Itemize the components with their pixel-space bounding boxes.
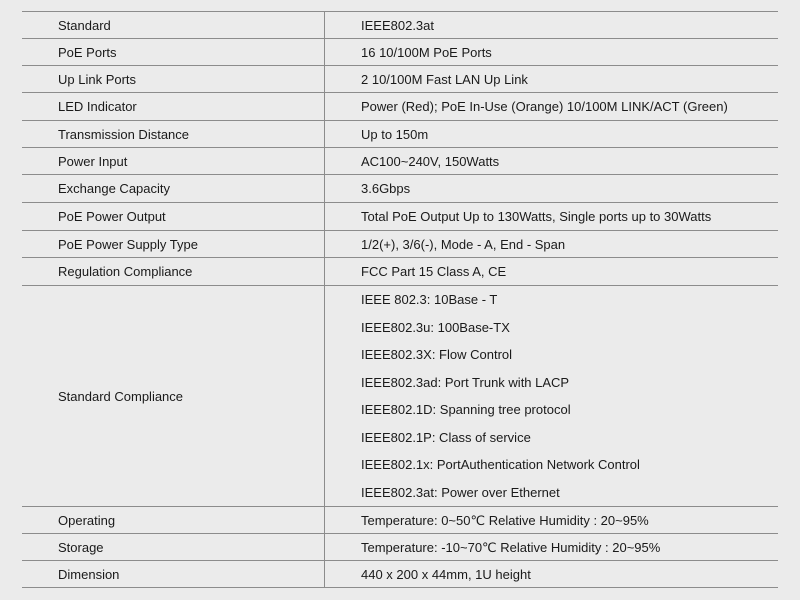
spec-label: Power Input <box>22 148 325 175</box>
spec-value: FCC Part 15 Class A, CE <box>325 258 779 286</box>
spec-row <box>22 93 778 121</box>
spec-label: PoE Power Output <box>22 203 325 231</box>
spec-value-line: IEEE802.3at: Power over Ethernet <box>361 484 560 500</box>
spec-row <box>22 39 778 66</box>
spec-table <box>22 11 778 588</box>
spec-row <box>22 258 778 286</box>
spec-value: Up to 150m <box>325 121 779 148</box>
spec-value: Temperature: 0~50℃ Relative Humidity : 20~95% <box>325 507 779 534</box>
spec-value-line: IEEE 802.3: 10Base - T <box>361 292 498 307</box>
spec-value: 2 10/100M Fast LAN Up Link <box>325 66 779 93</box>
spec-value: Total PoE Output Up to 130Watts, Single ports up to 30Watts <box>325 203 779 231</box>
spec-value-line: IEEE802.3u: 100Base-TX <box>361 319 510 335</box>
spec-value-line: IEEE802.1P: Class of service <box>361 429 531 445</box>
spec-row <box>22 148 778 175</box>
spec-row <box>22 507 778 534</box>
spec-label: PoE Power Supply Type <box>22 231 325 258</box>
spec-value-line: IEEE802.3X: Flow Control <box>361 347 513 362</box>
spec-value: 1/2(+), 3/6(-), Mode - A, End - Span <box>325 231 779 258</box>
spec-row <box>22 175 778 203</box>
spec-label: Dimension <box>22 561 325 588</box>
spec-label: Operating <box>22 507 325 534</box>
spec-row <box>22 534 778 561</box>
spec-label: Exchange Capacity <box>22 175 325 203</box>
spec-label: Storage <box>22 534 325 561</box>
spec-value: 16 10/100M PoE Ports <box>325 39 779 66</box>
spec-label: Regulation Compliance <box>22 258 325 286</box>
spec-value: Power (Red); PoE In-Use (Orange) 10/100M LINK/ACT (Green) <box>325 93 779 121</box>
spec-value: 440 x 200 x 44mm, 1U height <box>325 561 779 588</box>
spec-label: Up Link Ports <box>22 66 325 93</box>
spec-value: AC100~240V, 150Watts <box>325 148 779 175</box>
spec-label: Standard <box>22 12 325 39</box>
spec-label: Transmission Distance <box>22 121 325 148</box>
spec-row <box>22 286 778 507</box>
spec-label: PoE Ports <box>22 39 325 66</box>
spec-label: Standard Compliance <box>22 286 325 507</box>
spec-row <box>22 203 778 231</box>
spec-value <box>325 286 779 507</box>
spec-value-line: IEEE802.3ad: Port Trunk with LACP <box>361 374 570 390</box>
spec-value-line: IEEE802.1x: PortAuthentication Network Control <box>361 457 640 472</box>
spec-table-body <box>22 12 778 588</box>
spec-value: Temperature: -10~70℃ Relative Humidity : 20~95% <box>325 534 779 561</box>
spec-row <box>22 121 778 148</box>
spec-value: 3.6Gbps <box>325 175 779 203</box>
spec-row <box>22 561 778 588</box>
spec-value: IEEE802.3at <box>325 12 779 39</box>
spec-label: LED Indicator <box>22 93 325 121</box>
spec-row <box>22 231 778 258</box>
spec-value-line: IEEE802.1D: Spanning tree protocol <box>361 402 571 417</box>
spec-row <box>22 12 778 39</box>
spec-row <box>22 66 778 93</box>
